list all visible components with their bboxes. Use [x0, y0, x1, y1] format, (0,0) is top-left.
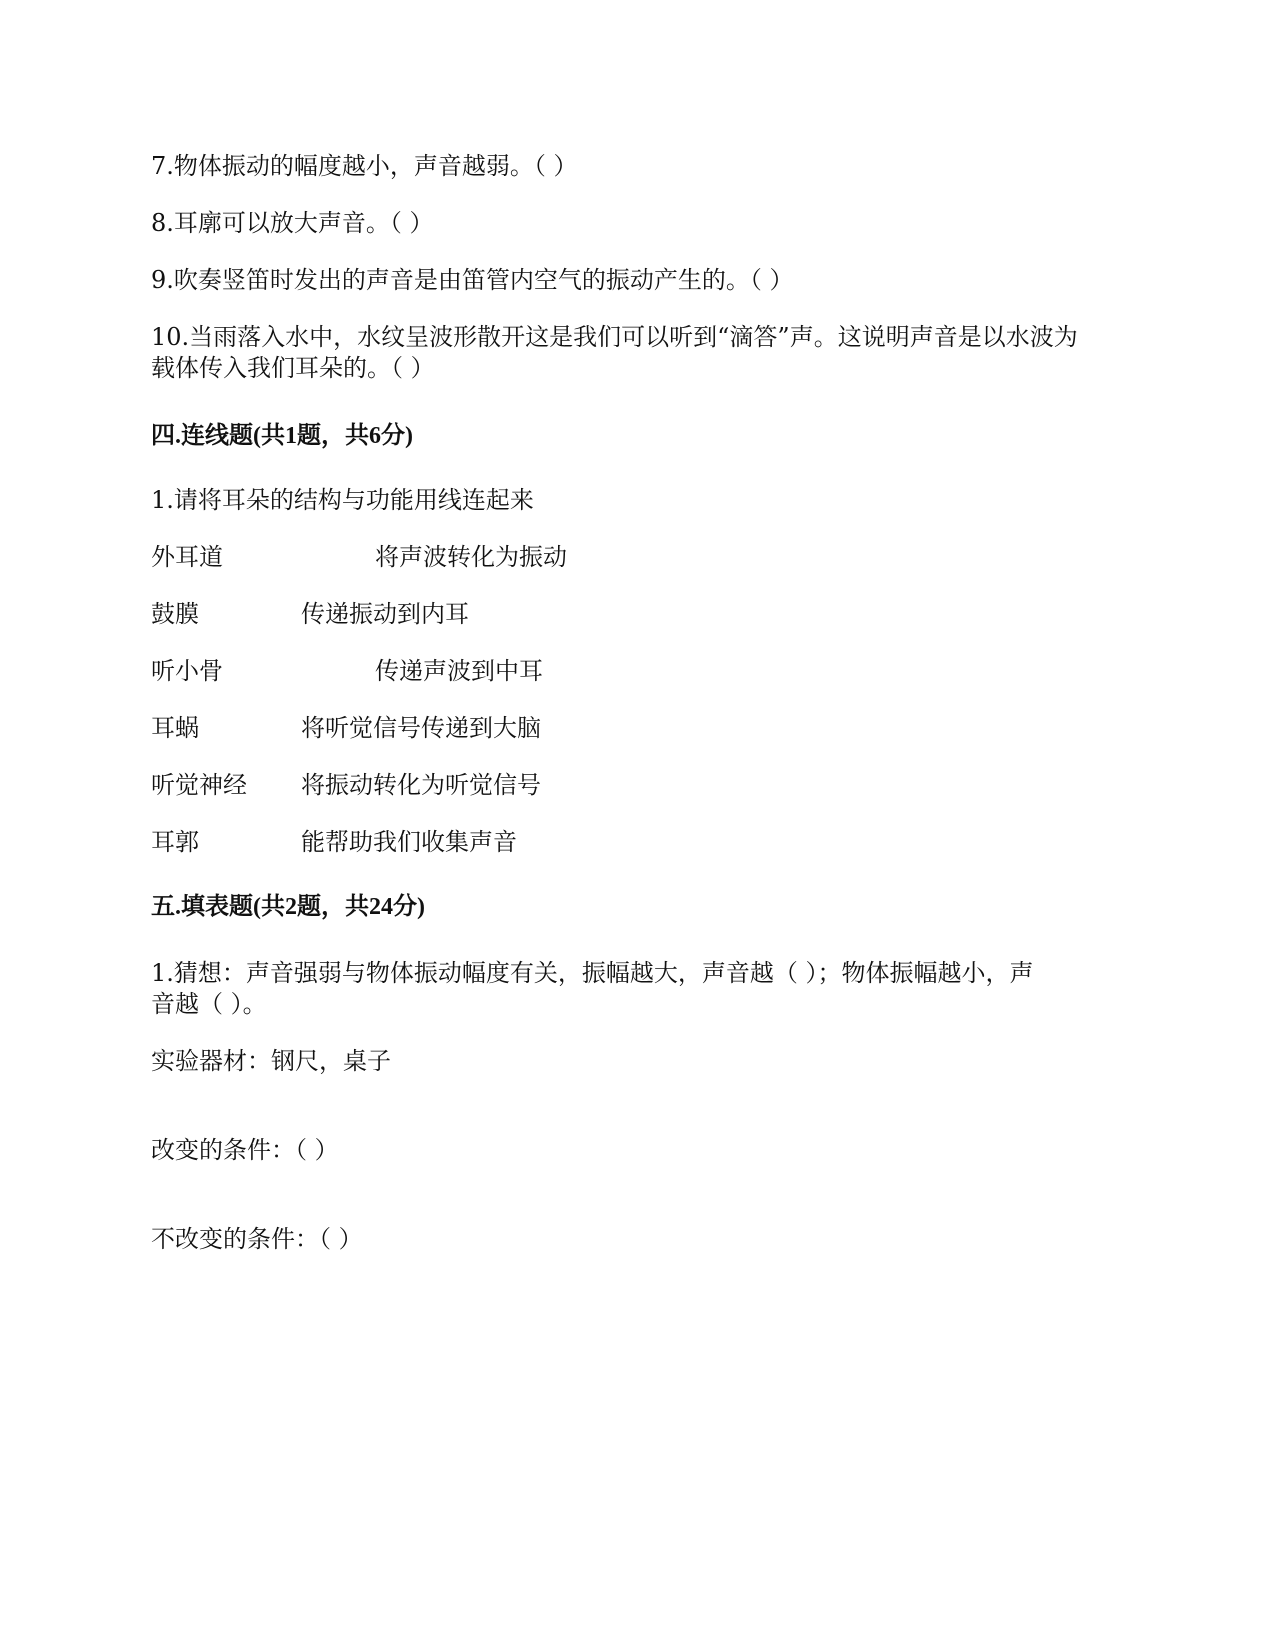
matching-left-item: 外耳道 [151, 543, 223, 571]
matching-left-item: 听觉神经 [151, 771, 247, 799]
matching-prompt: 1.请将耳朵的结构与功能用线连起来 [151, 486, 534, 514]
table-fill-q1-line2: 音越（ ）。 [151, 990, 267, 1018]
unchanged-condition: 不改变的条件：（ ） [151, 1225, 363, 1253]
matching-right-item: 能帮助我们收集声音 [301, 828, 517, 856]
matching-section-heading: 四.连线题(共1题，共6分) [151, 423, 413, 449]
question-10-line1: 10.当雨落入水中，水纹呈波形散开这是我们可以听到“滴答”声。这说明声音是以水波为 [151, 323, 1078, 351]
matching-left-item: 鼓膜 [151, 600, 199, 628]
matching-left-item: 耳蜗 [151, 714, 199, 742]
question-9: 9.吹奏竖笛时发出的声音是由笛管内空气的振动产生的。（ ） [151, 266, 794, 294]
table-fill-section-heading: 五.填表题(共2题，共24分) [151, 894, 425, 920]
matching-right-item: 将声波转化为振动 [375, 543, 567, 571]
matching-left-item: 听小骨 [151, 657, 223, 685]
matching-left-item: 耳郭 [151, 828, 199, 856]
question-7: 7.物体振动的幅度越小，声音越弱。（ ） [151, 152, 578, 180]
question-10-line2: 载体传入我们耳朵的。（ ） [151, 354, 435, 382]
experiment-materials: 实验器材：钢尺，桌子 [151, 1047, 391, 1075]
changed-condition: 改变的条件：（ ） [151, 1136, 339, 1164]
table-fill-q1-line1: 1.猜想：声音强弱与物体振动幅度有关，振幅越大，声音越（ ）；物体振幅越小，声 [151, 959, 1034, 987]
matching-right-item: 将振动转化为听觉信号 [301, 771, 541, 799]
matching-right-item: 将听觉信号传递到大脑 [301, 714, 541, 742]
matching-right-item: 传递声波到中耳 [375, 657, 543, 685]
question-8: 8.耳廓可以放大声音。（ ） [151, 209, 434, 237]
matching-right-item: 传递振动到内耳 [301, 600, 469, 628]
